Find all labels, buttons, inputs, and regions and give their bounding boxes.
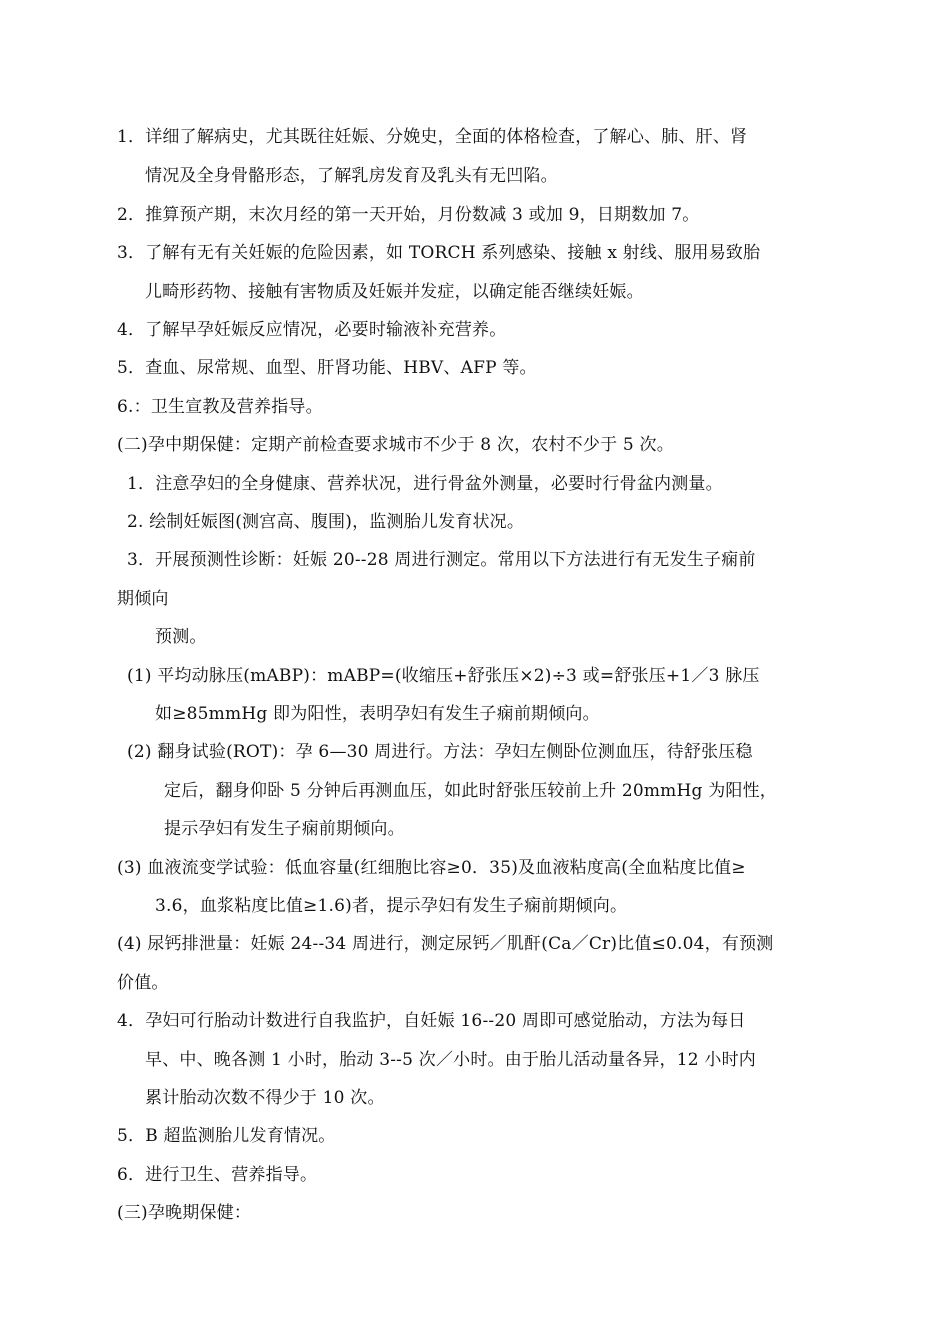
text-line: (2) 翻身试验(ROT)：孕 6—30 周进行。方法：孕妇左侧卧位测血压，待舒张压稳 [127,742,753,762]
text-line: 3．开展预测性诊断：妊娠 20--28 周进行测定。常用以下方法进行有无发生子痫前 [127,550,756,570]
text-line: 2. 绘制妊娠图(测宫高、腹围)，监测胎儿发育状况。 [127,512,525,532]
text-line: 期倾向 [117,589,169,609]
text-line: (4) 尿钙排泄量：妊娠 24--34 周进行，测定尿钙／肌酐(Ca／Cr)比值≤0.04，有预测 [117,934,774,954]
text-line: 定后，翻身仰卧 5 分钟后再测血压，如此时舒张压较前上升 20mmHg 为阳性， [164,781,778,801]
text-line: 1．详细了解病史，尤其既往妊娠、分娩史，全面的体格检查，了解心、肺、肝、肾 [117,127,748,147]
text-line: 6．进行卫生、营养指导。 [117,1165,318,1185]
text-line: (3) 血液流变学试验：低血容量(红细胞比容≥0．35)及血液粘度高(全血粘度比值≥ [117,858,746,878]
text-line: 2．推算预产期，末次月经的第一天开始，月份数减 3 或加 9，日期数加 7。 [117,205,700,225]
text-line: 3．了解有无有关妊娠的危险因素，如 TORCH 系列感染、接触 x 射线、服用易致胎 [117,243,761,263]
text-line: 4．孕妇可行胎动计数进行自我监护，自妊娠 16--20 周即可感觉胎动，方法为每日 [117,1011,746,1031]
text-line: 价值。 [117,973,169,993]
text-line: 情况及全身骨骼形态，了解乳房发育及乳头有无凹陷。 [145,166,558,186]
text-line: 6.：卫生宣教及营养指导。 [117,397,323,417]
text-line: 如≥85mmHg 即为阳性，表明孕妇有发生子痫前期倾向。 [155,704,600,724]
text-line: 累计胎动次数不得少于 10 次。 [145,1088,385,1108]
text-line: 预测。 [155,627,207,647]
text-line: (1) 平均动脉压(mABP)：mABP=(收缩压+舒张压×2)÷3 或=舒张压+1／3 脉压 [127,666,760,686]
section-heading: (二)孕中期保健：定期产前检查要求城市不少于 8 次，农村不少于 5 次。 [117,435,674,455]
text-line: 儿畸形药物、接触有害物质及妊娠并发症，以确定能否继续妊娠。 [145,282,644,302]
section-heading: (三)孕晚期保健： [117,1203,252,1223]
text-line: 1．注意孕妇的全身健康、营养状况，进行骨盆外测量，必要时行骨盆内测量。 [127,474,723,494]
text-line: 5．B 超监测胎儿发育情况。 [117,1126,336,1146]
text-line: 提示孕妇有发生子痫前期倾向。 [164,819,405,839]
text-line: 早、中、晚各测 1 小时，胎动 3--5 次／小时。由于胎儿活动量各异，12 小时内 [145,1050,756,1070]
text-line: 4．了解早孕妊娠反应情况，必要时输液补充营养。 [117,320,507,340]
text-line: 3.6，血浆粘度比值≥1.6)者，提示孕妇有发生子痫前期倾向。 [155,896,628,916]
text-line: 5．查血、尿常规、血型、肝肾功能、HBV、AFP 等。 [117,358,537,378]
